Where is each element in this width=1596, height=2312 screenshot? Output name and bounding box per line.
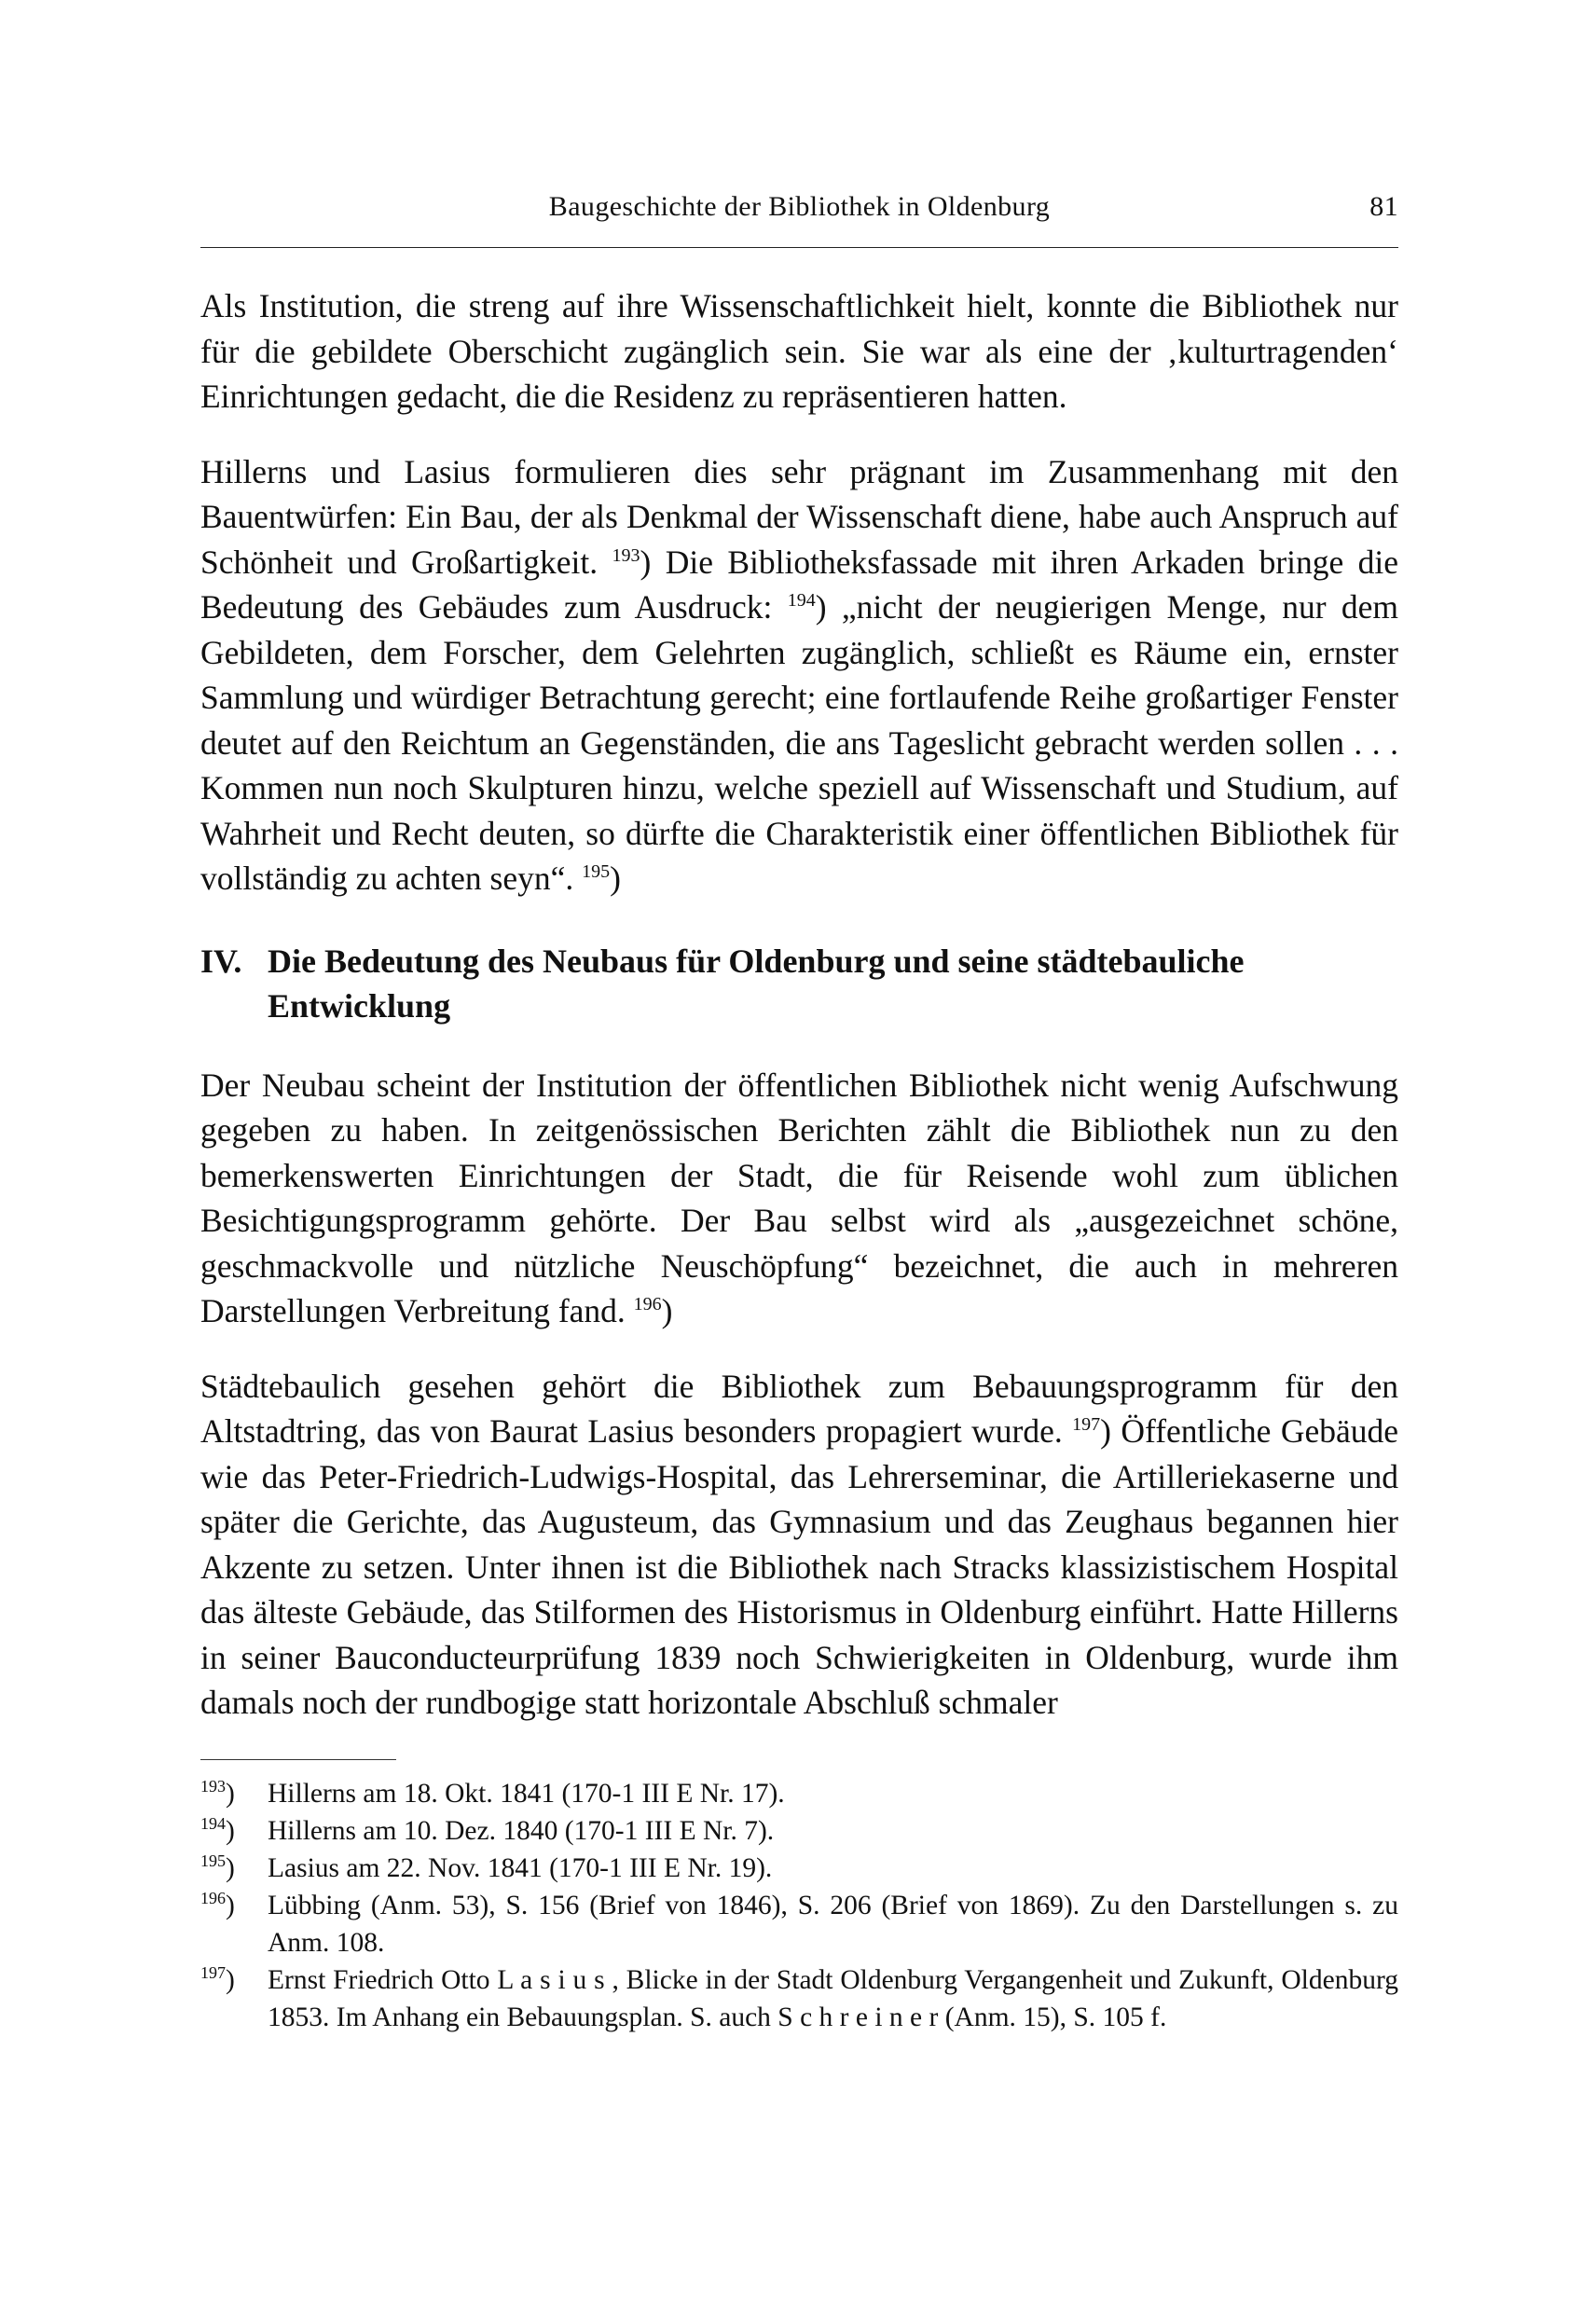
paragraph-2-text-a: Hillerns und Lasius formulieren dies sehr prägnant im Zusammenhang mit den Bauentwürfen: Ein Bau, der als Denkmal der Wissenschaft diene, habe auch Anspruch auf Schönheit und Großartigkeit. (200, 452, 1398, 581)
footnote-ref-195[interactable]: 195 (582, 861, 611, 883)
footnote-196 (200, 1887, 1398, 1961)
paragraph-3-text-b: ) (661, 1292, 673, 1329)
paragraph-4-text-a: Städtebaulich gesehen gehört die Bibliothek zum Bebauungsprogramm für den Altstadtring, das von Baurat Lasius besonders propagiert wurde. (200, 1367, 1398, 1450)
footnote-paren: ) (226, 1778, 235, 1809)
footnotes (200, 1775, 1398, 2036)
footnote-paren: ) (226, 1890, 235, 1920)
section-number: IV. (200, 942, 242, 980)
paragraph-2-text-c: ) „nicht der neugierigen Menge, nur dem Gebildeten, dem Forscher, dem Gelehrten zugänglich, schließt es Räume ein, ernster Sammlung und würdiger Betrachtung gerecht; eine fortlaufende Reihe großartiger Fenster deutet auf den Reichtum an Gegenständen, die ans Tageslicht gebracht werden sollen . . . Kommen nun noch Skulpturen hinzu, welche speziell auf Wissenschaft und Studium, auf Wahrheit und Recht deuten, so dürfte die Charakteristik einer öffentlichen Bibliothek für vollständig zu achten seyn“. (200, 588, 1399, 897)
footnote-marker (200, 1775, 268, 1812)
paragraph-4-text-b: ) Öffentliche Gebäude wie das Peter-Friedrich-Ludwigs-Hospital, das Lehrerseminar, die Artilleriekaserne und später die Gerichte, das Augusteum, das Gymnasium und das Zeughaus begannen hier Akzente zu setzen. Unter ihnen ist die Bibliothek nach Stracks klassizistischem Hospital das älteste Gebäude, das Stilformen des Historismus in Oldenburg einführt. Hatte Hillerns in seiner Bauconducteurprüfung 1839 noch Schwierigkeiten in Oldenburg, wurde ihm damals noch der rundbogige statt horizontale Abschluß schmaler (200, 1412, 1398, 1721)
page-number: 81 (1369, 191, 1398, 222)
footnote-text: Hillerns am 10. Dez. 1840 (170-1 III E Nr. 7). (268, 1815, 775, 1846)
running-head-title: Baugeschichte der Bibliothek in Oldenburg (548, 191, 1051, 222)
footnote-marker (200, 1850, 268, 1887)
paragraph-3 (200, 1063, 1398, 1334)
footnote-text: Lübbing (Anm. 53), S. 156 (Brief von 1846), S. 206 (Brief von 1869). Zu den Darstellungen s. zu Anm. 108. (268, 1890, 1398, 1958)
paragraph-2-text-b: ) Die Bibliotheksfassade mit ihren Arkaden bringe die Bedeutung des Gebäudes zum Ausdruck: (200, 543, 1399, 626)
paragraph-2-text-d: ) (610, 860, 621, 897)
footnote-ref-194[interactable]: 194 (787, 590, 816, 612)
footnote-number: 194 (200, 1813, 226, 1833)
footnote-text: Lasius am 22. Nov. 1841 (170-1 III E Nr. 19). (268, 1852, 773, 1883)
footnote-ref-196[interactable]: 196 (633, 1294, 662, 1315)
footnote-rule (200, 1759, 396, 1760)
footnote-paren: ) (226, 1852, 235, 1883)
footnote-number: 193 (200, 1776, 226, 1796)
running-head (200, 191, 1398, 236)
section-title: Die Bedeutung des Neubaus für Oldenburg und seine städtebauliche Entwicklung (268, 942, 1245, 1025)
footnote-193 (200, 1775, 1398, 1812)
footnote-197 (200, 1961, 1398, 2036)
paragraph-2 (200, 449, 1398, 901)
footnote-paren: ) (226, 1964, 235, 1995)
footnote-number: 195 (200, 1851, 226, 1870)
book-page (200, 191, 1398, 2036)
footnote-ref-197[interactable]: 197 (1072, 1414, 1101, 1436)
paragraph-4 (200, 1364, 1398, 1726)
footnote-text: Ernst Friedrich Otto L a s i u s , Blicke in der Stadt Oldenburg Vergangenheit und Zukunft, Oldenburg 1853. Im Anhang ein Bebauungsplan. S. auch S c h r e i n e r (Anm. 15), S. 105 f. (268, 1964, 1398, 2032)
paragraph-3-text-a: Der Neubau scheint der Institution der öffentlichen Bibliothek nicht wenig Aufschwung gegeben zu haben. In zeitgenössischen Berichten zählt die Bibliothek nun zu den bemerkenswerten Einrichtungen der Stadt, die für Reisende wohl zum üblichen Besichtigungsprogramm gehörte. Der Bau selbst wird als „ausgezeichnet schöne, geschmackvolle und nützliche Neuschöpfung“ bezeichnet, die auch in mehreren Darstellungen Verbreitung fand. (200, 1066, 1398, 1329)
footnote-ref-193[interactable]: 193 (612, 544, 640, 566)
footnote-text: Hillerns am 18. Okt. 1841 (170-1 III E Nr. 17). (268, 1778, 785, 1809)
paragraph-1-text: Als Institution, die streng auf ihre Wissenschaftlichkeit hielt, konnte die Bibliothek nur für die gebildete Oberschicht zugänglich sein. Sie war als eine der ‚kulturtragenden‘ Einrichtungen gedacht, die die Residenz zu repräsentieren hatten. (200, 287, 1398, 415)
footnote-paren: ) (226, 1815, 235, 1846)
footnote-195 (200, 1850, 1398, 1887)
section-heading (200, 939, 1398, 1029)
footnote-marker (200, 1887, 268, 1961)
paragraph-1 (200, 283, 1398, 420)
footnote-194 (200, 1812, 1398, 1850)
footnote-marker (200, 1812, 268, 1850)
header-rule (200, 247, 1398, 248)
footnote-number: 197 (200, 1962, 226, 1982)
footnote-number: 196 (200, 1888, 226, 1907)
footnote-marker (200, 1961, 268, 2036)
